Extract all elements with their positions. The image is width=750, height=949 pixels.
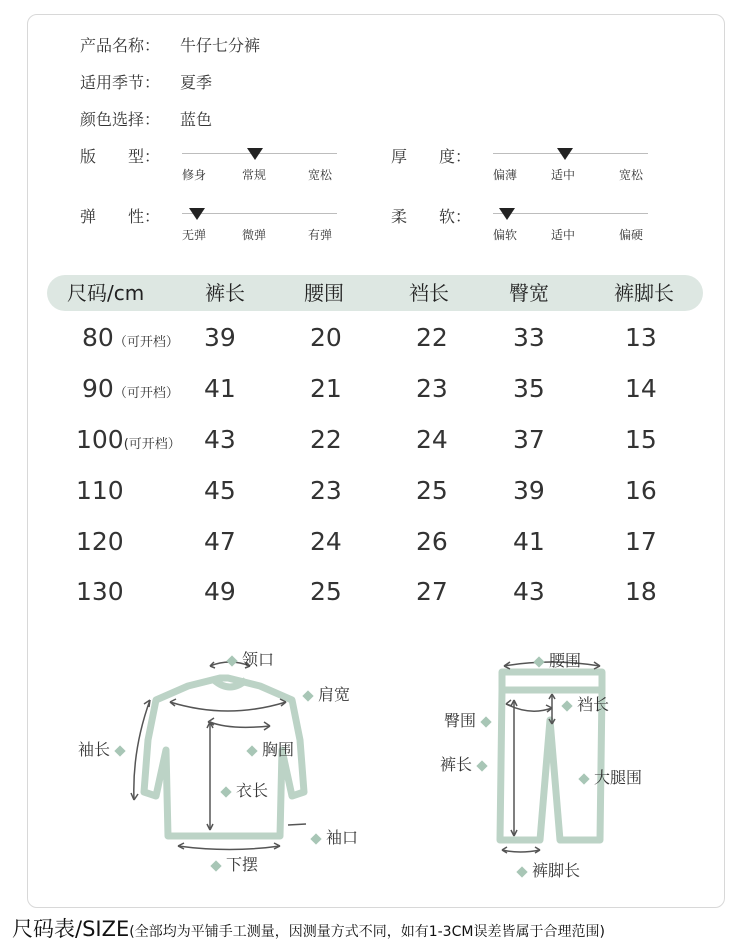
cell: 45: [204, 476, 236, 505]
scale-option: 常规: [242, 168, 267, 182]
header-pants-length: 裤长: [205, 281, 245, 305]
info-season: [80, 70, 212, 93]
header-hip: 臀宽: [509, 281, 549, 305]
diamond-icon: [533, 656, 544, 667]
diamond-icon: [578, 773, 589, 784]
footer-heading: 尺码表/SIZE: [12, 917, 130, 941]
pants-diagram-icon: [490, 660, 620, 860]
diamond-icon: [310, 833, 321, 844]
diamond-icon: [561, 700, 572, 711]
size-value: 110: [76, 476, 124, 505]
label-cuff: 袖口: [306, 825, 358, 848]
cell: 17: [625, 527, 657, 556]
size-value: 90（可开档）: [82, 374, 179, 403]
diamond-icon: [220, 786, 231, 797]
info-key: 颜色选择：: [80, 110, 161, 129]
cell: 16: [625, 476, 657, 505]
scale-option: 有弹: [308, 228, 333, 242]
cell: 41: [513, 527, 545, 556]
label-shoulder: 肩宽: [298, 682, 350, 705]
cell: 35: [513, 374, 545, 403]
scale-line: [182, 213, 337, 214]
scale-line: [493, 213, 648, 214]
table-header: [47, 275, 703, 311]
diamond-icon: [246, 745, 257, 756]
info-key: 产品名称：: [80, 36, 161, 55]
label-hem: 下摆: [206, 852, 258, 875]
scale-label: 厚 度：: [391, 147, 472, 166]
diamond-icon: [480, 716, 491, 727]
scale-softness: [391, 204, 661, 244]
cell: 24: [310, 527, 342, 556]
info-color: [80, 107, 212, 130]
table-row: [0, 572, 750, 612]
cell: 25: [416, 476, 448, 505]
scale-marker-icon: [247, 148, 263, 160]
cell: 22: [310, 425, 342, 454]
cell: 15: [625, 425, 657, 454]
diamond-icon: [114, 745, 125, 756]
info-key: 适用季节：: [80, 73, 161, 92]
diamond-icon: [302, 690, 313, 701]
footer-note: (全部均为平铺手工测量，因测量方式不同，如有1-3CM误差皆属于合理范围): [129, 924, 605, 940]
scale-label: 弹 性：: [80, 207, 161, 226]
header-rise: 裆长: [409, 281, 449, 305]
diamond-icon: [210, 860, 221, 871]
label-collar: 领口: [222, 647, 274, 670]
cell: 39: [513, 476, 545, 505]
header-leg-opening: 裤脚长: [614, 281, 674, 305]
footer-title: [12, 913, 605, 943]
scale-option: 宽松: [619, 168, 644, 182]
scale-thickness: [391, 144, 661, 184]
cell: 21: [310, 374, 342, 403]
cell: 33: [513, 323, 545, 352]
cell: 23: [310, 476, 342, 505]
scale-marker-icon: [557, 148, 573, 160]
label-sleeve: 袖长: [78, 737, 130, 760]
label-chest: 胸围: [242, 737, 294, 760]
info-value: 牛仔七分裤: [180, 36, 261, 55]
cell: 14: [625, 374, 657, 403]
cell: 37: [513, 425, 545, 454]
scale-option: 适中: [551, 228, 576, 242]
cell: 43: [513, 577, 545, 606]
info-product-name: [80, 33, 260, 56]
scale-option: 偏薄: [493, 168, 518, 182]
header-waist: 腰围: [304, 281, 344, 305]
label-waist: 腰围: [529, 648, 581, 671]
label-length: 衣长: [216, 778, 268, 801]
scale-label: 柔 软：: [391, 207, 472, 226]
cell: 27: [416, 577, 448, 606]
scale-option: 偏硬: [619, 228, 644, 242]
cell: 25: [310, 577, 342, 606]
cell: 18: [625, 577, 657, 606]
label-hip: 臀围: [444, 708, 496, 731]
cell: 39: [204, 323, 236, 352]
cell: 20: [310, 323, 342, 352]
cell: 24: [416, 425, 448, 454]
scale-elasticity: [80, 204, 350, 244]
table-row: [0, 369, 750, 409]
scale-fit: [80, 144, 350, 184]
diamond-icon: [476, 760, 487, 771]
cell: 22: [416, 323, 448, 352]
scale-marker-icon: [189, 208, 205, 220]
scale-option: 修身: [182, 168, 207, 182]
scale-label: 版 型：: [80, 147, 161, 166]
table-row: [0, 522, 750, 562]
cell: 41: [204, 374, 236, 403]
table-row: [0, 420, 750, 460]
cell: 49: [204, 577, 236, 606]
size-value: 130: [76, 577, 124, 606]
header-size: 尺码/cm: [67, 281, 145, 305]
label-rise: 裆长: [557, 692, 609, 715]
size-value: 100(可开档）: [76, 425, 181, 454]
cell: 26: [416, 527, 448, 556]
cell: 47: [204, 527, 236, 556]
scale-option: 偏软: [493, 228, 518, 242]
info-value: 夏季: [180, 73, 213, 92]
scale-option: 无弹: [182, 228, 207, 242]
info-value: 蓝色: [180, 110, 213, 129]
label-leg-opening: 裤脚长: [512, 858, 580, 881]
diamond-icon: [516, 866, 527, 877]
diamond-icon: [226, 655, 237, 666]
scale-marker-icon: [499, 208, 515, 220]
cell: 43: [204, 425, 236, 454]
scale-option: 适中: [551, 168, 576, 182]
label-pants-length: 裤长: [440, 752, 492, 775]
size-value: 80（可开档）: [82, 323, 179, 352]
cell: 13: [625, 323, 657, 352]
table-row: [0, 471, 750, 511]
scale-option: 微弹: [242, 228, 267, 242]
table-row: [0, 318, 750, 358]
label-thigh: 大腿围: [574, 765, 642, 788]
cell: 23: [416, 374, 448, 403]
scale-option: 宽松: [308, 168, 333, 182]
size-value: 120: [76, 527, 124, 556]
